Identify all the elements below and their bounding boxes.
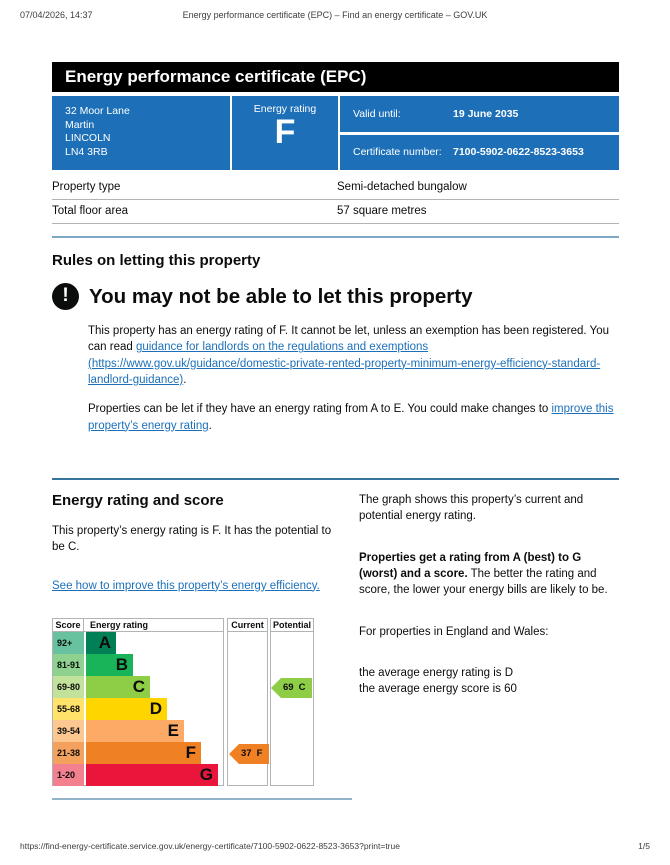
epc-band-row bbox=[53, 742, 223, 764]
exclamation-icon: ! bbox=[52, 283, 79, 310]
warning-title: You may not be able to let this property bbox=[89, 284, 473, 308]
address-line: Martin bbox=[65, 118, 95, 131]
current-rating-arrow bbox=[229, 744, 269, 764]
floor-area-label: Total floor area bbox=[52, 205, 129, 217]
potential-column-header: Potential bbox=[272, 619, 311, 630]
band-letter-bar: D bbox=[86, 698, 167, 720]
energy-rating-cell bbox=[230, 96, 340, 170]
warning-paragraph-1 bbox=[88, 323, 619, 388]
energy-rating-value: F bbox=[274, 113, 296, 151]
p2-text: Properties can be let if they have an energy rating from A to E. You could make changes to bbox=[88, 403, 552, 416]
epc-band-row bbox=[53, 632, 223, 654]
band-score-range: 21-38 bbox=[53, 742, 84, 764]
arrow-label bbox=[239, 744, 269, 764]
certificate-validity bbox=[340, 96, 619, 170]
arrow-score: 37 bbox=[241, 748, 252, 760]
epc-band-row bbox=[53, 720, 223, 742]
rating-column-left bbox=[52, 480, 352, 800]
valid-until-label: Valid until: bbox=[353, 107, 401, 120]
landlord-guidance-link[interactable]: guidance for landlords on the regulations and exemptions (https://www.gov.uk/guidance/domestic-private-rented-property-minimum-energy-efficiency-standard-landlord-guidance) bbox=[88, 341, 601, 386]
certificate-number-label: Certificate number: bbox=[353, 146, 442, 159]
band-score-range: 81-91 bbox=[53, 654, 84, 676]
average-rating-line: the average energy rating is D bbox=[359, 666, 514, 679]
address-line: LINCOLN bbox=[65, 132, 111, 144]
table-row bbox=[52, 176, 619, 200]
improve-efficiency-link[interactable]: See how to improve this property’s energy efficiency. bbox=[52, 579, 320, 592]
arrow-tip-icon bbox=[229, 744, 239, 764]
valid-until-value: 19 June 2035 bbox=[453, 107, 519, 120]
rating-column-header: Energy rating bbox=[90, 619, 149, 630]
p1-text: This property has an energy rating of F. It cannot be let, unless an exemption has been registered. You can read bbox=[88, 325, 610, 354]
band-score-range: 69-80 bbox=[53, 676, 84, 698]
arrow-tip-icon bbox=[271, 678, 281, 698]
improve-rating-link[interactable]: improve this property’s energy rating bbox=[88, 403, 614, 432]
band-score-range: 39-54 bbox=[53, 720, 84, 742]
energy-rating-section bbox=[52, 480, 619, 800]
document-title: Energy performance certificate (EPC) – Find an energy certificate – GOV.UK bbox=[182, 10, 488, 20]
property-address bbox=[52, 96, 230, 170]
floor-area-value: 57 square metres bbox=[337, 205, 427, 217]
chart-bands-box bbox=[52, 618, 224, 786]
rating-explanation bbox=[359, 550, 619, 599]
epc-rating-chart bbox=[52, 618, 314, 788]
address-line: 32 Moor Lane bbox=[65, 105, 130, 117]
valid-until-row bbox=[340, 96, 619, 135]
print-datetime: 07/04/2026, 14:37 bbox=[20, 10, 93, 20]
band-score-range: 92+ bbox=[53, 632, 84, 654]
property-type-label: Property type bbox=[52, 181, 121, 193]
browser-print-footer bbox=[20, 841, 650, 851]
epc-band-row bbox=[53, 764, 223, 786]
epc-band-row bbox=[53, 654, 223, 676]
property-type-value: Semi-detached bungalow bbox=[337, 181, 467, 193]
property-details-table bbox=[52, 176, 619, 224]
epc-band-row bbox=[53, 676, 223, 698]
band-letter-bar: G bbox=[86, 764, 218, 786]
print-url: https://find-energy-certificate.service.gov.uk/energy-certificate/7100-5902-0622-8523-3653?print=true bbox=[20, 841, 400, 851]
band-score-range: 1-20 bbox=[53, 764, 84, 786]
arrow-letter: F bbox=[256, 748, 263, 760]
section-divider bbox=[52, 798, 352, 800]
rating-explanation-bold: Properties get a rating from A (best) to G (worst) and a score. bbox=[359, 551, 582, 580]
page-number: 1/5 bbox=[638, 841, 650, 851]
band-score-range: 55-68 bbox=[53, 698, 84, 720]
rules-section-heading: Rules on letting this property bbox=[52, 252, 261, 269]
browser-print-header bbox=[0, 10, 670, 22]
band-letter-bar: E bbox=[86, 720, 184, 742]
rating-intro: This property’s energy rating is F. It has the potential to be C. bbox=[52, 524, 332, 554]
band-letter-bar: F bbox=[86, 742, 201, 764]
current-column-header: Current bbox=[228, 619, 267, 632]
warning-paragraph-2 bbox=[88, 401, 619, 434]
score-column-header: Score bbox=[53, 618, 84, 631]
potential-rating-arrow bbox=[271, 678, 312, 698]
rating-column-right bbox=[359, 480, 619, 698]
arrow-letter: C bbox=[298, 682, 306, 694]
warning-body bbox=[88, 323, 619, 434]
band-letter-bar: A bbox=[86, 632, 116, 654]
average-score-line: the average energy score is 60 bbox=[359, 683, 517, 696]
p1-period: . bbox=[183, 373, 187, 386]
rating-explanation-rest: The better the rating and score, the lower your energy bills are likely to be. bbox=[359, 567, 608, 597]
warning-header bbox=[52, 283, 619, 310]
energy-rating-label: Energy rating bbox=[253, 103, 317, 115]
arrow-score: 69 bbox=[283, 682, 294, 694]
chart-header-row bbox=[53, 619, 223, 632]
rating-section-heading: Energy rating and score bbox=[52, 491, 224, 509]
band-letter-bar: B bbox=[86, 654, 133, 676]
graph-description: The graph shows this property’s current and potential energy rating. bbox=[359, 493, 584, 523]
arrow-label bbox=[281, 678, 312, 698]
table-row bbox=[52, 200, 619, 224]
page-content bbox=[52, 62, 619, 800]
chart-band-rows bbox=[53, 632, 223, 786]
p2-period: . bbox=[208, 419, 212, 432]
letting-warning bbox=[52, 283, 619, 434]
page-title: Energy performance certificate (EPC) bbox=[52, 62, 619, 92]
certificate-summary-box bbox=[52, 96, 619, 170]
section-divider bbox=[52, 236, 619, 238]
certificate-number-value: 7100-5902-0622-8523-3653 bbox=[453, 146, 584, 159]
address-line: LN4 3RB bbox=[65, 145, 108, 158]
england-wales-note: For properties in England and Wales: bbox=[359, 625, 549, 638]
certificate-number-row bbox=[340, 135, 619, 171]
epc-band-row bbox=[53, 698, 223, 720]
band-letter-bar: C bbox=[86, 676, 150, 698]
potential-rating-column bbox=[270, 618, 314, 786]
